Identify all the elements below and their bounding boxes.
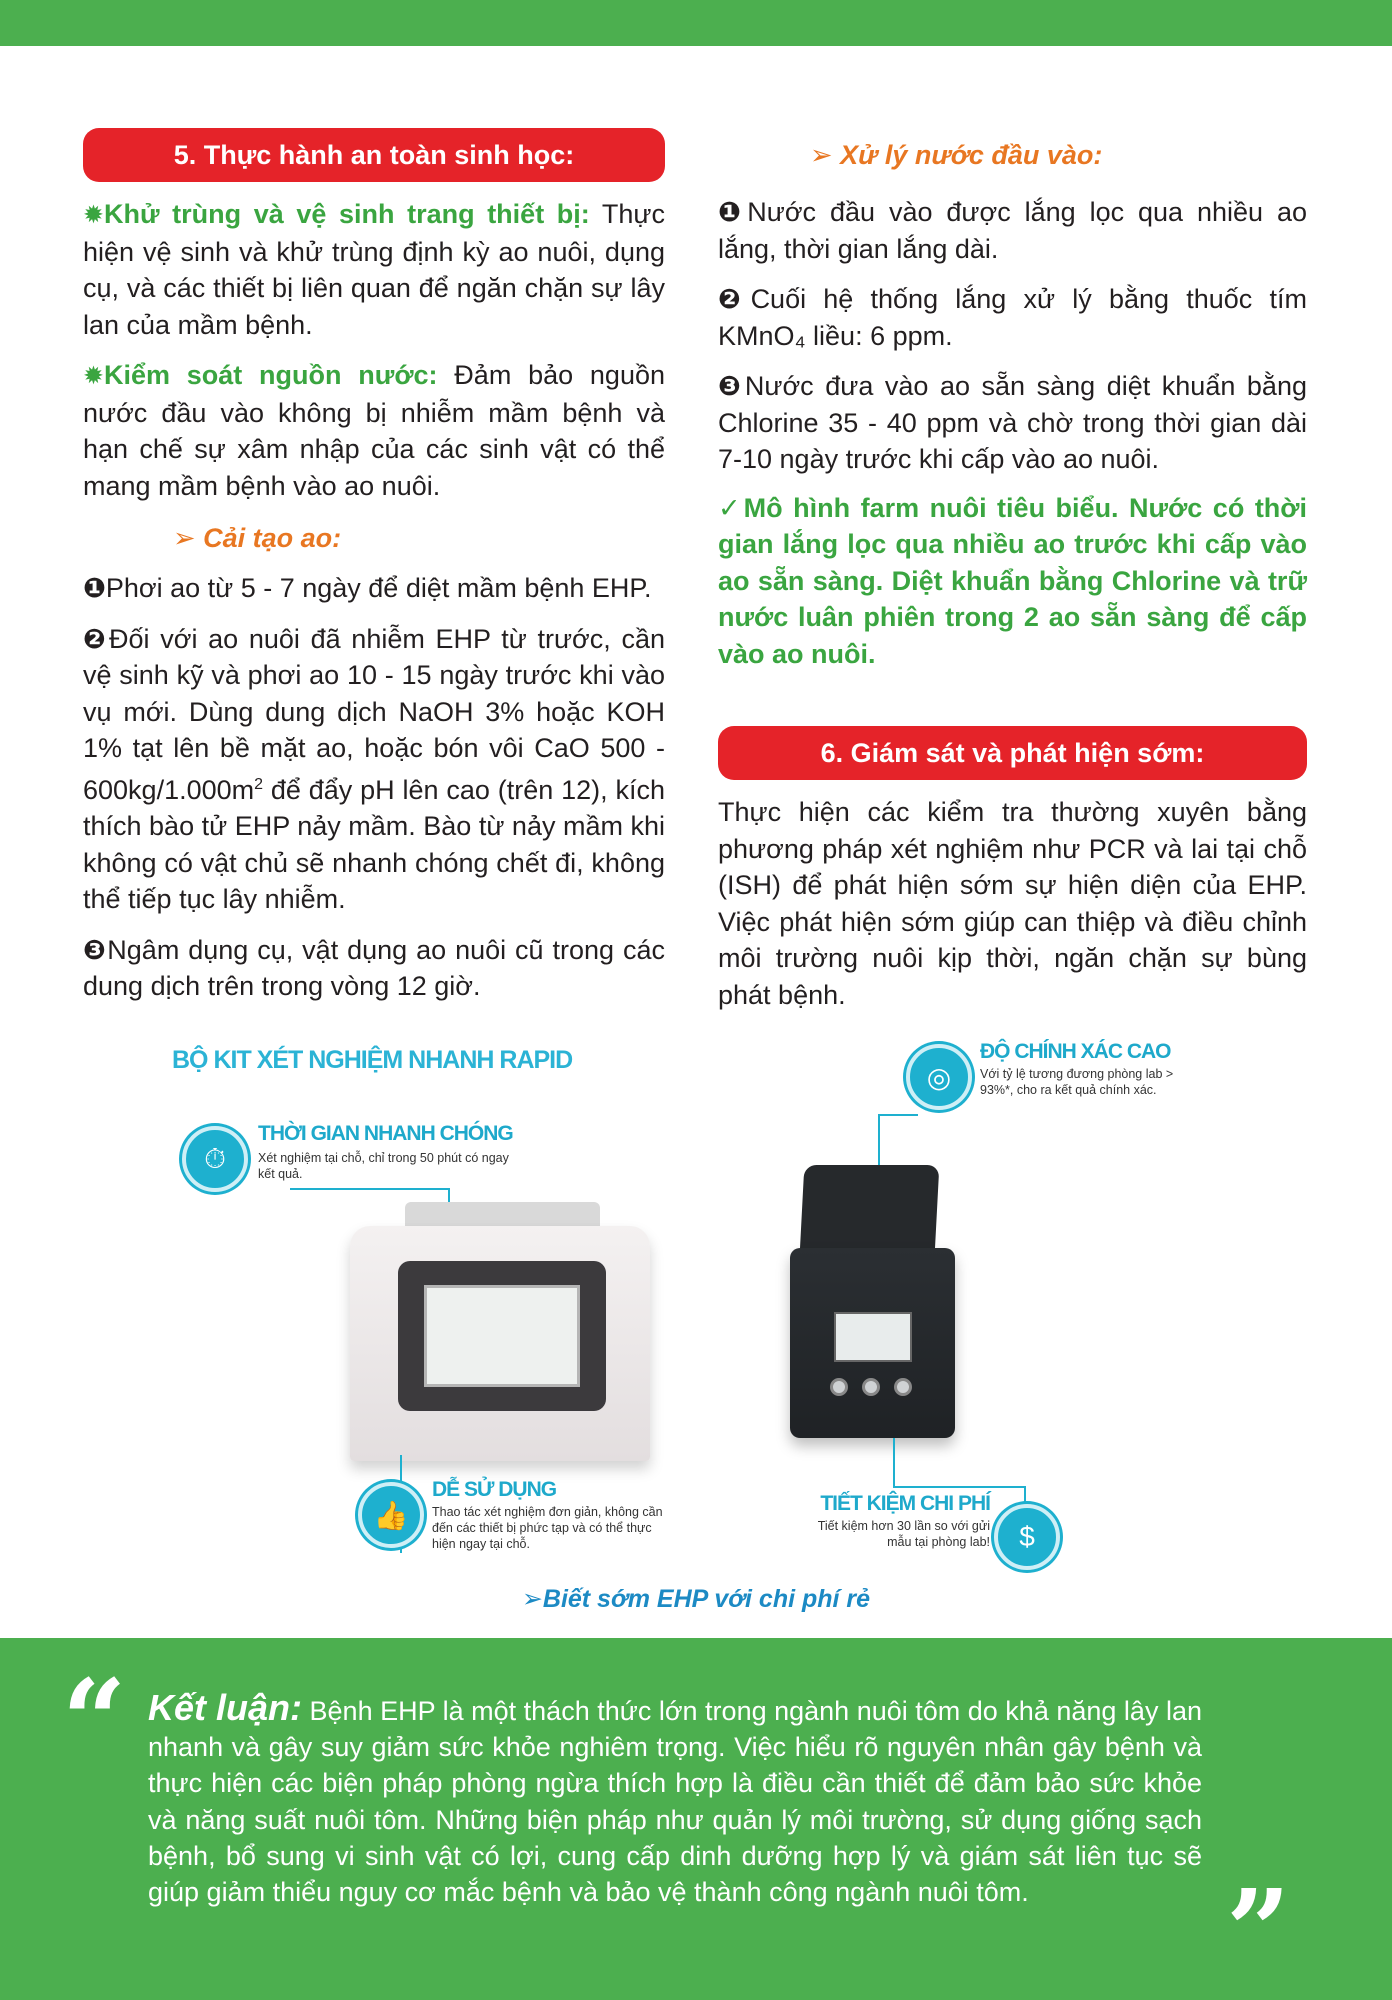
- number-1-icon: ❶: [718, 197, 748, 227]
- section-6-text: Thực hiện các kiểm tra thường xuyên bằng phương pháp xét nghiệm như PCR và lai tại chỗ (ISH) để phát hiện sớm sự hiện diện của EHP. Việc phát hiện sớm giúp can thiệp và điều chỉnh môi trường nuôi kịp thời, ngăn chặn sự bùng phát bệnh.: [718, 797, 1307, 1010]
- stopwatch-icon: ⏱: [182, 1126, 248, 1192]
- water-step-2-text: Cuối hệ thống lắng xử lý bằng thuốc tím KMnO₄ liều: 6 ppm.: [718, 284, 1307, 351]
- section-5-title: 5. Thực hành an toàn sinh học:: [83, 128, 665, 182]
- dark-test-device: [790, 1248, 955, 1438]
- number-2-icon: ❷: [83, 623, 110, 654]
- device-button: [830, 1378, 848, 1396]
- thumbs-up-icon: 👍: [358, 1482, 424, 1548]
- pond-step-2: [83, 621, 665, 918]
- disinfect-lead: Khử trùng và vệ sinh trang thiết bị:: [103, 199, 590, 229]
- dark-device-lid: [800, 1165, 940, 1255]
- rapid-kit-illustration: [160, 1030, 1210, 1570]
- water-control-paragraph: [83, 357, 665, 504]
- open-quote-icon: “: [62, 1656, 127, 1787]
- connector-line: [893, 1438, 895, 1488]
- pond-step-3-text: Ngâm dụng cụ, vật dụng ao nuôi cũ trong các dung dịch trên trong vòng 12 giờ.: [83, 934, 665, 1001]
- number-1-icon: ❶: [83, 573, 106, 603]
- number-2-icon: ❷: [718, 284, 751, 314]
- target-icon: ◎: [906, 1044, 972, 1110]
- device-button: [894, 1378, 912, 1396]
- pond-step-2-text: Đối với ao nuôi đã nhiễm EHP từ trước, cần vệ sinh kỹ và phơi ao 10 - 15 ngày trước khi vào vụ mới. Dùng dung dịch NaOH 3% hoặc KOH 1% tạt lên bề mặt ao, hoặc bón vôi CaO 500 - 600kg/1.000m: [83, 623, 665, 805]
- number-3-icon: ❸: [718, 371, 745, 401]
- feature-cost-text: Tiết kiệm hơn 30 lần so với gửi mẫu tại phòng lab!: [817, 1519, 990, 1549]
- feature-speed-title: THỜI GIAN NHANH CHÓNG: [258, 1122, 513, 1145]
- white-test-device: [350, 1226, 650, 1461]
- conclusion-label: Kết luận:: [148, 1687, 303, 1728]
- connector-line: [290, 1188, 450, 1190]
- conclusion-box: [0, 1638, 1392, 2000]
- device-screen: [424, 1285, 580, 1387]
- disinfect-text: Thực hiện vệ sinh và khử trùng định kỳ ao nuôi, dụng cụ, và các thiết bị liên quan để ngăn chặn sự lây lan của mầm bệnh.: [83, 199, 665, 340]
- feature-accuracy-title: ĐỘ CHÍNH XÁC CAO: [980, 1040, 1171, 1063]
- section-6-title: 6. Giám sát và phát hiện sớm:: [718, 726, 1307, 780]
- feature-ease-title: DỄ SỬ DỤNG: [432, 1478, 557, 1501]
- right-column: [718, 128, 1307, 1013]
- water-step-3-text: Nước đưa vào ao sẵn sàng diệt khuẩn bằng Chlorine 35 - 40 ppm và chờ trong thời gian dài 7-10 ngày trước khi cấp vào ao nuôi.: [718, 371, 1307, 474]
- number-3-icon: ❸: [83, 934, 108, 965]
- water-step-2: [718, 281, 1307, 354]
- pond-step-3: [83, 932, 665, 1005]
- conclusion-body: Bệnh EHP là một thách thức lớn trong ngành nuôi tôm do khả năng lây lan nhanh và gây suy giảm sức khỏe nghiêm trọng. Việc hiểu rõ nguyên nhân gây bệnh và thực hiện các biện pháp phòng ngừa thích hợp là điều cần thiết để đảm bảo sức khỏe và năng suất nuôi tôm. Những biện pháp như quản lý môi trường, sử dụng giống sạch bệnh, bổ sung vi sinh vật có lợi, cung cấp dinh dưỡng hợp lý và giám sát liên tục sẽ giúp giảm thiểu nguy cơ mắc bệnh và bảo vệ thành công ngành nuôi tôm.: [148, 1696, 1202, 1908]
- left-column: [83, 128, 665, 1005]
- pond-renovation-subheading: ➢ Cải tạo ao:: [173, 523, 342, 553]
- pond-step-2-text-cont: để đẩy pH lên cao (trên 12), kích thích bào tử EHP nảy mầm. Bào từ nảy mầm khi không có vật chủ sẽ nhanh chóng chết đi, không thể tiếp tục lây nhiễm.: [83, 774, 665, 914]
- superscript: 2: [254, 775, 264, 793]
- feature-ease-text: Thao tác xét nghiệm đơn giản, không cần đến các thiết bị phức tạp và có thể thực hiện ngay tại chỗ.: [432, 1505, 663, 1551]
- pond-step-1: [83, 570, 665, 607]
- connector-line: [1024, 1486, 1026, 1506]
- disinfect-paragraph: [83, 196, 665, 343]
- conclusion-text: [148, 1687, 1202, 1910]
- water-treatment-subheading: ➢ Xử lý nước đầu vào:: [810, 140, 1103, 170]
- image-caption: ➢Biết sớm EHP với chi phí rẻ: [521, 1585, 871, 1613]
- device-screen-frame: [398, 1261, 606, 1411]
- kit-title: BỘ KIT XÉT NGHIỆM NHANH RAPID: [172, 1046, 573, 1074]
- device-screen: [834, 1312, 912, 1362]
- dollar-hand-icon: $: [994, 1504, 1060, 1570]
- connector-line: [878, 1114, 918, 1116]
- star-bullet-icon: ✹: [83, 362, 104, 390]
- pond-step-1-text: Phơi ao từ 5 - 7 ngày để diệt mầm bệnh EHP.: [105, 573, 652, 603]
- model-farm-note: ✓Mô hình farm nuôi tiêu biểu. Nước có thời gian lắng lọc qua nhiều ao trước khi cấp vào ao sẵn sàng. Diệt khuẩn bằng Chlorine và trữ nước luân phiên trong 2 ao sẵn sàng để cấp vào ao nuôi.: [718, 492, 1307, 669]
- top-green-bar: [0, 0, 1392, 46]
- close-quote-icon: ”: [1226, 1866, 1291, 1997]
- connector-line: [893, 1486, 1025, 1488]
- feature-accuracy-text: Với tỷ lệ tương đương phòng lab > 93%*, cho ra kết quả chính xác.: [980, 1067, 1174, 1097]
- water-step-3: [718, 368, 1307, 478]
- feature-speed-text: Xét nghiệm tại chỗ, chỉ trong 50 phút có ngay kết quả.: [258, 1151, 509, 1181]
- water-control-lead: Kiểm soát nguồn nước:: [103, 360, 438, 390]
- water-step-1: [718, 194, 1307, 267]
- device-button: [862, 1378, 880, 1396]
- feature-cost-title: TIẾT KIỆM CHI PHÍ: [820, 1492, 990, 1515]
- star-bullet-icon: ✹: [83, 201, 104, 229]
- water-step-1-text: Nước đầu vào được lắng lọc qua nhiều ao lắng, thời gian lắng dài.: [718, 197, 1307, 264]
- water-control-text: Đảm bảo nguồn nước đầu vào không bị nhiễm mầm bệnh và hạn chế sự xâm nhập của các sinh vật có thể mang mầm bệnh vào ao nuôi.: [83, 360, 665, 501]
